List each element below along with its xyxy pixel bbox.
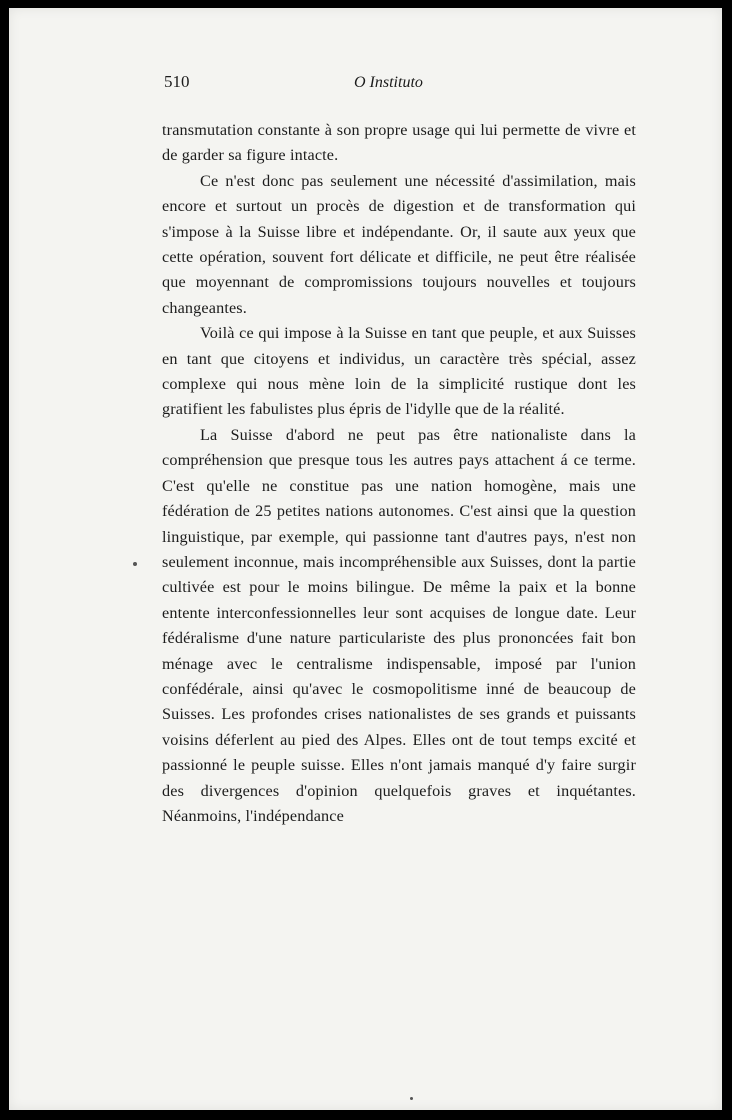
paragraph-4: La Suisse d'abord ne peut pas être nationaliste dans la compréhension que presque tous les autres pays attachent á ce terme. C'est qu'elle ne constitue pas une nation homogène, mais une fédération de 25 petites nations autonomes. C'est ainsi que la question linguistique, par exemple, qui passionne tant d'autres pays, n'est non seulement inconnue, mais incompréhensible aux Suisses, dont la partie cultivée est pour le moins bilingue. De même la paix et la bonne entente interconfessionnelles leur sont acquises de longue date. Leur fédéralisme d'une nature particulariste des plus prononcées fait bon ménage avec le centralisme indispensable, imposé par l'union confédérale, ainsi qu'avec le cosmopolitisme inné de beaucoup de Suisses. Les profondes crises nationalistes de ses grands et puissants voisins déferlent au pied des Alpes. Elles ont de tout temps excité et passionné le peuple suisse. Elles n'ont jamais manqué d'y faire surgir des divergences d'opinion quelquefois graves et inquétantes. Néanmoins, l'indépendance <box>162 425 636 825</box>
paragraph-3: Voilà ce qui impose à la Suisse en tant que peuple, et aux Suisses en tant que citoyens et individus, un caractère très spécial, assez complexe qui nous mène loin de la simplicité rustique dont les gratifient les fabulistes plus épris de l'idylle que de la réalité. <box>162 324 636 419</box>
page-header <box>156 72 636 98</box>
paragraph-1: transmutation constante à son propre usage qui lui permette de vivre et de garder sa figure intacte. <box>162 121 636 165</box>
paragraph-2: Ce n'est donc pas seulement une nécessité d'assimilation, mais encore et surtout un procès de digestion et de transformation qui s'impose à la Suisse libre et indépendante. Or, il saute aux yeux que cette opération, souvent fort délicate et difficile, ne peut être réalisée que moyennant de compromissions toujours nouvelles et toujours changeantes. <box>162 171 636 317</box>
scan-speck <box>133 562 137 566</box>
page-number: 510 <box>164 72 190 91</box>
body-text <box>162 118 636 829</box>
scan-speck <box>410 1097 413 1100</box>
running-title: O Instituto <box>354 74 423 91</box>
